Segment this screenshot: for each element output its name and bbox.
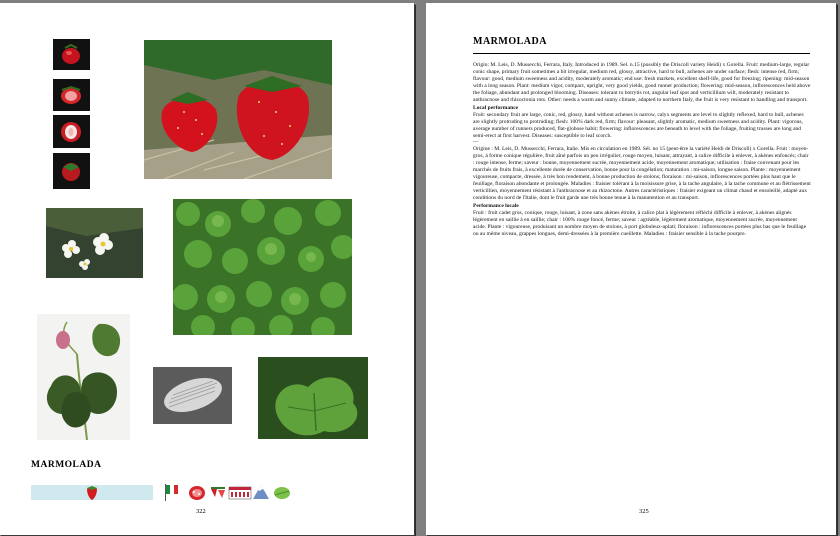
strawberry-icon: [83, 483, 101, 501]
origin-french: Origine : M. Leis, D. Mussecchi, Ferrara, Italie. Mis en circulation en 1989. Sél. no 15 (peut-être la variété Heidi de Driscoll) x Gorella. Fruit : moyen-gros, à forme conique régulière, fruit aîné parfois un peu irrégulier, rouge moyen, luisant, attrayant, à calice difficile à enlever, à akènes enfoncés; chair : rouge intense, ferme; saveur : bonne, moyennement sucrée, moyennement acide, moyennement aromatique; utilisation : fraise convenant pour les marchés de fruits frais, à excellente durée de conservation, bonne pour la congélation; maturation : mi-saison, longue saison. Plante : moyennement vigoureuse, compacte, dressée, à très bon rendement, à bonne production de stolons; floraison : mi-saison, inflorescences portées plus haut que le feuillage, floraison abondante et prolongée. Maladies : fraisier tolérant à la moisissure grise, à la tache angulaire, à la tache commune et au flétrissement verticillien, moyennement résistant à l'anthracnose et au rhizoctone. Autres caractéristiques : fraisier exigeant un climat chaud et ensoleillé, adapté aux conditions du nord de l'Italie, dont le fruit garde une très bonne tenue à la manutention et au transport.: [473, 146, 811, 201]
local-performance-heading: Local performance: [473, 104, 519, 111]
leaf-icon: [272, 483, 292, 501]
fruit-calyx-photo: [53, 153, 90, 189]
local-performance-english: Fruit: secondary fruit are large, conic, red, glossy, hand without achenes is narrow, calyx segments are level to slightly reflexed, hard to bull, achenes are slightly protruding to protruding; flesh: 100% dark red, firm; flavour: pleasant, slightly aromatic, medium sweetness and acidity. Plant: vigorous, average number of runners produced, flat-globose habit; flowering: inflorescences are beneath to level with the foliage, fruiting trusses are long and semi-erect at first harvest. Diseases: susceptible to leaf scorch.: [473, 111, 804, 139]
flowers-photo: [46, 208, 143, 278]
plant-foliage-photo: [173, 199, 352, 335]
description-text: [473, 62, 811, 238]
strawberry-pair-icon: [209, 483, 227, 501]
variety-title-right: MARMOLADA: [473, 36, 547, 47]
fruit-on-plant-photo: [144, 40, 332, 179]
mountain-icon: [252, 483, 270, 501]
performance-locale-heading: Performance locale: [473, 203, 519, 210]
origin-english: Origin: M. Leis, D. Mussecchi, Ferrara, Italy. Introduced in 1989. Sel. n.15 (possibly the Driscoll variety Heidi) x Gorella. Fruit: medium-large, regular conic shape, primary fruit sometimes a bit irregular, medium red, glossy, attractive, hard to bull, achenes are under surface; flesh: intense red, firm; flavour: good, medium sweetness and acidity, moderately aromatic; end use: fresh markets, excellent shelf-life, good for freezing; ripening: mid-season with a long season. Plant: medium vigor, compact, upright, very good yields, good runner production; flowering: mid-season, inflorescences held above the foliage, abundant and prolonged blooming. Diseases: tolerant to botrytis rot, angular leaf spot and verticillium wilt, moderately resistant to anthracnose and rhizoctonia rots. Other: needs a warm and sunny climate, adapted to northern Italy, the fruit is very resistant to handling and transport.: [473, 62, 811, 103]
fruit-cross-section-photo: [53, 115, 90, 148]
right-page: [426, 3, 836, 535]
variety-title: MARMOLADA: [31, 460, 102, 470]
left-page: [0, 3, 414, 535]
italy-flag-icon: [163, 483, 181, 501]
achene-micrograph-photo: [153, 367, 232, 424]
page-number-right: 325: [639, 508, 649, 515]
page-number-left: 322: [196, 508, 206, 515]
fruit-side-photo: [53, 79, 90, 111]
calendar-icon: [228, 483, 252, 501]
language-separator: —: [473, 139, 479, 146]
single-leaf-photo: [258, 357, 368, 439]
title-rule: [473, 53, 810, 54]
fruit-cross-section-icon: [187, 483, 207, 501]
pressed-leaf-photo: [37, 314, 130, 440]
fruit-whole-photo: [53, 39, 90, 70]
performance-locale-french: Fruit : fruit cadet gros, conique, rouge, luisant, à zone sans akènes étroite, à calice plat à légèrement réfléchi difficile à enlever, à akènes alignés légèrement en saillie à en saillie; chair : 100% rouge foncé, ferme; saveur : agréable, légèrement aromatique, moyennement sucrée, moyennement acide. Plante : vigoureuse, produisant un nombre moyen de stolons, à port globuleux-aplati; floraison : inflorescences portées plus bas que le feuillage ou au même niveau, grappes longues, demi-dressées à la première cueillette. Maladies : fraisier sensible à la tache pourpre.: [473, 210, 807, 237]
